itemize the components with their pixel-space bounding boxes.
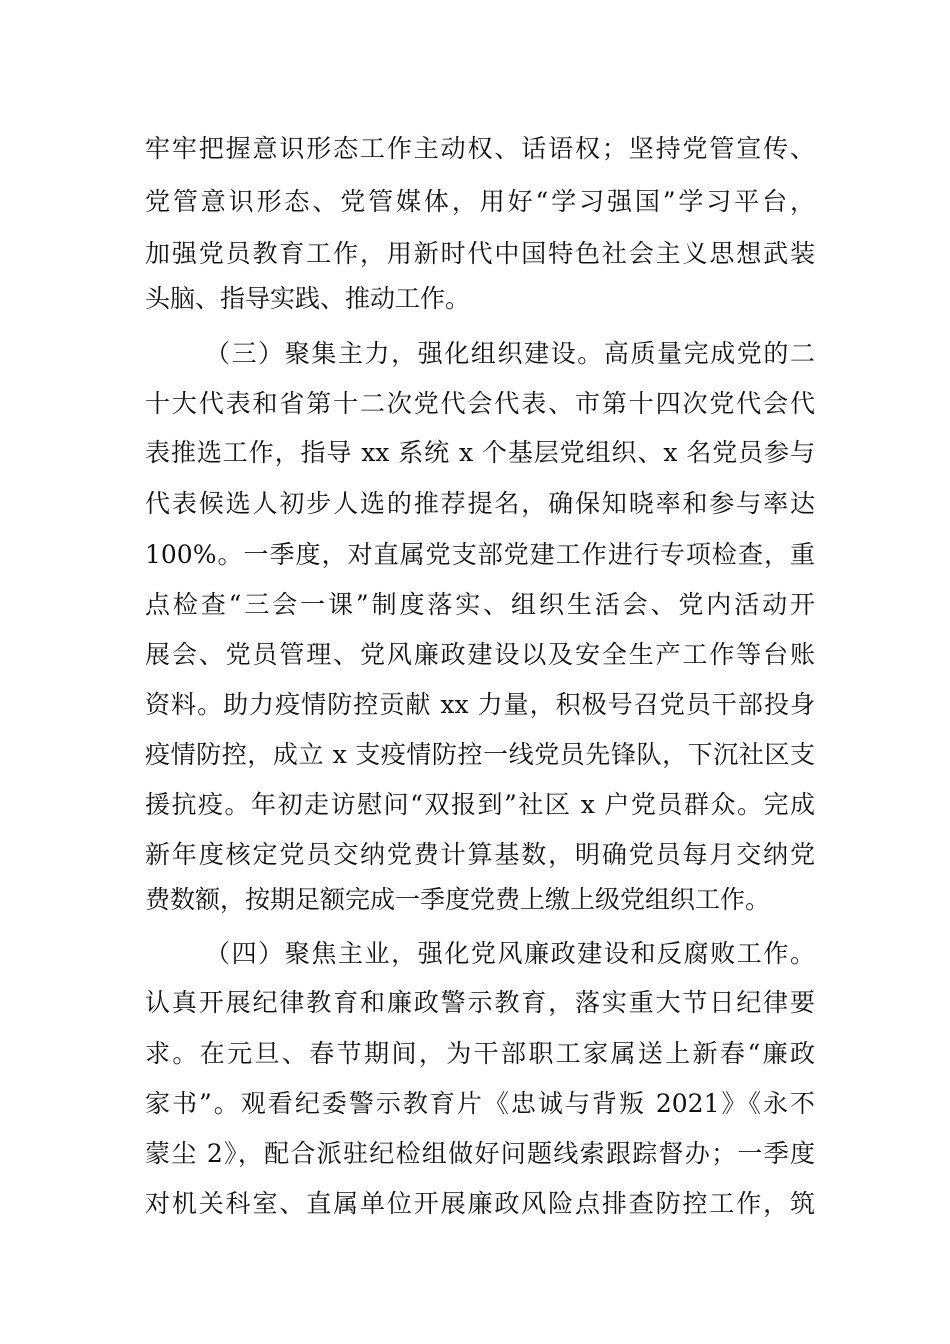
text-line: 代表候选人初步人选的推荐提名，确保知晓率和参与率达 xyxy=(145,489,815,518)
text-line: 100%。一季度，对直属党支部党建工作进行专项检查，重 xyxy=(145,540,815,569)
text-line: 加强党员教育工作，用新时代中国特色社会主义思想武装 xyxy=(145,239,815,268)
section-heading-line: （四）聚焦主业，强化党风廉政建设和反腐败工作。 xyxy=(205,939,815,968)
text-line: 展会、党员管理、党风廉政建设以及安全生产工作等台账 xyxy=(145,640,815,669)
text-line: 疫情防控，成立 x 支疫情防控一线党员先锋队，下沉社区支 xyxy=(145,740,815,769)
text-line: 认真开展纪律教育和廉政警示教育，落实重大节日纪律要 xyxy=(145,988,815,1017)
text-line: 家书”。观看纪委警示教育片《忠诚与背叛 2021》《永不 xyxy=(145,1089,815,1118)
text-line: 新年度核定党员交纳党费计算基数，明确党员每月交纳党 xyxy=(145,840,815,869)
text-line: 资料。助力疫情防控贡献 xx 力量，积极号召党员干部投身 xyxy=(145,690,815,719)
text-line: 党管意识形态、党管媒体，用好“学习强国”学习平台， xyxy=(145,187,815,216)
text-line: 费数额，按期足额完成一季度党费上缴上级党组织工作。 xyxy=(145,885,771,914)
text-line: 求。在元旦、春节期间，为干部职工家属送上新春“廉政 xyxy=(145,1039,815,1068)
text-line: 表推选工作，指导 xx 系统 x 个基层党组织、x 名党员参与 xyxy=(145,438,815,467)
section-heading-line: （三）聚集主力，强化组织建设。高质量完成党的二 xyxy=(205,339,815,368)
text-line: 牢牢把握意识形态工作主动权、话语权；坚持党管宣传、 xyxy=(145,134,815,163)
text-line: 十大代表和省第十二次党代会代表、市第十四次党代会代 xyxy=(145,389,815,418)
text-line: 点检查“三会一课”制度落实、组织生活会、党内活动开 xyxy=(145,590,815,619)
text-line: 对机关科室、直属单位开展廉政风险点排查防控工作，筑 xyxy=(145,1189,815,1218)
text-line: 蒙尘 2》，配合派驻纪检组做好问题线索跟踪督办；一季度 xyxy=(145,1139,815,1168)
text-line: 头脑、指导实践、推动工作。 xyxy=(145,284,471,313)
text-line: 援抗疫。年初走访慰问“双报到”社区 x 户党员群众。完成 xyxy=(145,790,815,819)
